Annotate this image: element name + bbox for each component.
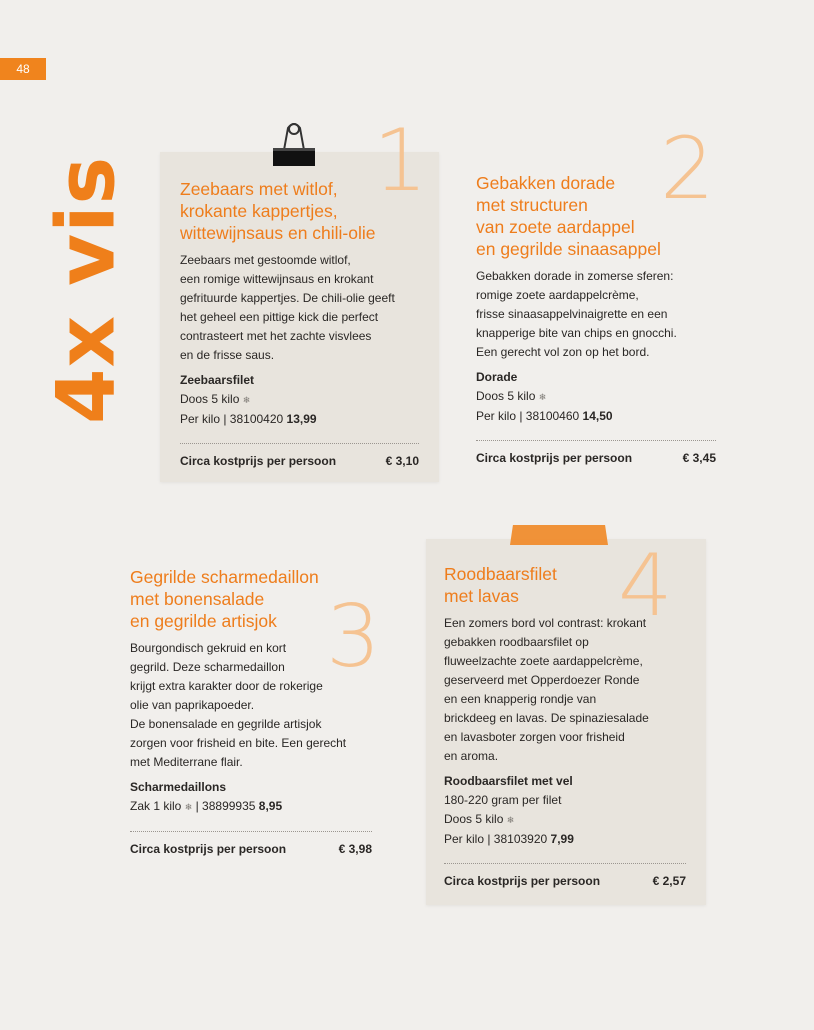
product-info-1 [180,371,419,429]
page-number: 48 [0,58,46,80]
price-3: 8,95 [258,799,283,813]
dish-description-4: Een zomers bord vol contrast: krokant gebakken roodbaarsfilet op fluweelzachte zoete aardappelcrème, geserveerd met Opperdoezer Ronde en een knapperig rondje van brickdeeg en lavas. De spinaziesalade en lavasboter zorgen voor frisheid en aroma. [444,616,649,763]
dish-title-2: Gebakken dorade met structuren van zoete aardappel en gegrilde sinaasappel [476,173,661,259]
cost-label-2: Circa kostprijs per persoon [476,451,633,465]
dish-number-2: 2 [660,119,715,219]
cost-label-4: Circa kostprijs per persoon [444,874,601,888]
pack-4: Doos 5 kilo [444,812,504,826]
cost-row-2 [476,451,716,465]
divider [130,831,372,832]
price-line-1 [180,410,419,429]
dish-description-2: Gebakken dorade in zomerse sferen: romige zoete aardappelcrème, frisse sinaasappelvinaigrette en een knapperige bite van chips en gnocchi. Een gerecht vol zon op het bord. [476,269,677,359]
section-title: 4x vis [39,155,133,425]
cost-label-3: Circa kostprijs per persoon [130,842,287,856]
binder-clip-icon [271,122,317,170]
divider [444,863,686,864]
cost-value-2: € 3,45 [682,451,716,465]
product-info-2 [476,368,716,426]
product-name-4: Roodbaarsfilet met vel [444,774,573,788]
cost-value-4: € 2,57 [652,874,686,888]
snowflake-icon: ❄ [538,392,547,402]
price-prefix-1: Per kilo | 38100420 [180,412,284,426]
product-name-2: Dorade [476,370,518,384]
cost-row-3 [130,842,372,856]
price-1: 13,99 [286,412,317,426]
pack-2: Doos 5 kilo [476,389,536,403]
price-prefix-4: Per kilo | 38103920 [444,832,548,846]
price-line-2 [476,407,716,426]
snowflake-icon: ❄ [184,802,193,812]
dish-title-3: Gegrilde scharmedaillon met bonensalade en gegrilde artisjok [130,567,319,631]
product-info-3 [130,778,372,817]
product-name-3: Scharmedaillons [130,780,227,794]
dish-number-1: 1 [373,111,428,211]
price-4: 7,99 [550,832,574,846]
dish-description-1: Zeebaars met gestoomde witlof, een romige wittewijnsaus en krokant gefrituurde kappertjes. De chili-olie geeft het geheel een pittige kick die perfect contrasteert met het zachte visvlees en de frisse saus. [180,253,395,362]
dish-card-2 [476,119,716,465]
dish-title-4: Roodbaarsfilet met lavas [444,564,557,606]
product-info-4 [444,772,686,849]
price-line-3 [130,797,372,817]
dish-card-4 [426,536,706,905]
pack-line-2 [476,387,716,407]
cost-row-4 [444,874,686,888]
dish-card-1 [160,111,439,482]
price-prefix-2: Per kilo | 38100460 [476,409,580,423]
dish-number-3: 3 [326,587,381,687]
cost-value-1: € 3,10 [385,454,419,468]
dish-card-3 [130,566,381,856]
cost-row-1 [180,454,419,468]
cost-label-1: Circa kostprijs per persoon [180,454,337,468]
pack-1: Doos 5 kilo [180,392,240,406]
snowflake-icon: ❄ [242,395,251,405]
weight-4: 180-220 gram per filet [444,793,562,807]
price-2: 14,50 [582,409,613,423]
dish-number-4: 4 [618,536,673,636]
pack-line-4 [444,810,686,830]
divider [180,443,419,444]
cost-value-3: € 3,98 [338,842,372,856]
pack-3: Zak 1 kilo [130,799,182,813]
price-prefix-3: | 38899935 [195,799,256,813]
product-name-1: Zeebaarsfilet [180,373,255,387]
dish-description-3: Bourgondisch gekruid en kort gegrild. Deze scharmedaillon krijgt extra karakter door de rokerige olie van paprikapoeder. De bonensalade en gegrilde artisjok zorgen voor frisheid en bite. Een gerecht met Mediterrane flair. [130,641,347,769]
pack-line-1 [180,390,419,410]
divider [476,440,716,441]
tape-strip [510,525,608,545]
snowflake-icon: ❄ [506,815,515,825]
price-line-4 [444,830,686,849]
dish-title-1: Zeebaars met witlof, krokante kappertjes, wittewijnsaus en chili-olie [180,179,376,243]
